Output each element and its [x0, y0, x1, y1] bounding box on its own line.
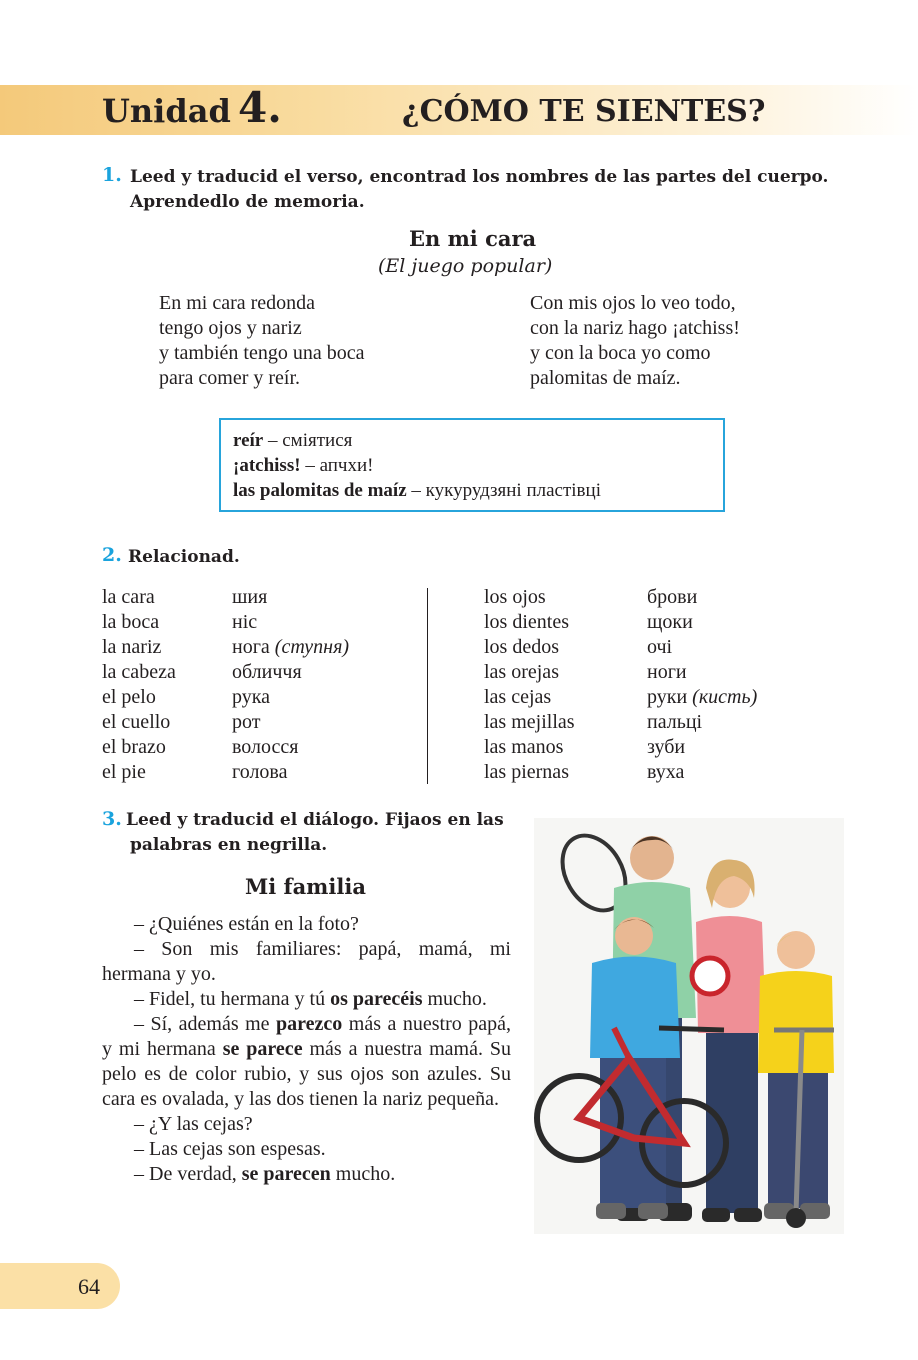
match-item: руки (кисть) [647, 686, 758, 708]
match-item: las mejillas [484, 711, 575, 733]
match-column-ukrainian-1 [232, 585, 349, 785]
match-item: los ojos [484, 586, 546, 608]
match-item: el pelo [102, 686, 156, 708]
dialog-text [102, 912, 511, 1187]
dialog-line: – Las cejas son espesas. [134, 1138, 326, 1160]
vocab-entry: ¡atchiss! – апчхи! [233, 455, 374, 476]
unit-label: Unidad [102, 92, 231, 130]
match-column-spanish-plural [484, 585, 575, 785]
match-item: la boca [102, 611, 160, 633]
exercise-1-instruction-line1: Leed y traducid el verso, encontrad los nombres de las partes del cuerpo. [130, 167, 829, 187]
page-number-tab [0, 1263, 120, 1309]
poem-line: tengo ojos y nariz [159, 317, 302, 339]
match-item: ніс [232, 611, 258, 633]
dialog-line: – Fidel, tu hermana y tú os parecéis mucho. [134, 988, 487, 1010]
poem-line: Con mis ojos lo veo todo, [530, 292, 736, 314]
poem-line: y también tengo una boca [159, 342, 365, 364]
match-column-ukrainian-2 [647, 585, 757, 785]
page-number: 64 [78, 1274, 100, 1299]
dialog-line: – Son mis familiares: papá, mamá, mi hermana y yo. [102, 938, 511, 985]
match-item: el cuello [102, 711, 171, 733]
match-item: очі [647, 636, 673, 658]
match-item: щоки [647, 611, 693, 633]
match-item: вуха [647, 761, 685, 783]
exercise-3-instruction-line1: Leed y traducid el diálogo. Fijaos en las [126, 810, 504, 830]
vocabulary-box [219, 418, 725, 512]
match-item: нога (ступня) [232, 636, 350, 658]
match-column-spanish-singular [102, 585, 176, 785]
poem-line: con la nariz hago ¡atchiss! [530, 317, 740, 339]
match-item: el brazo [102, 736, 166, 758]
poem-line: y con la boca yo como [530, 342, 711, 364]
exercise-2-number: 2. [102, 544, 122, 566]
family-photo-illustration [534, 818, 844, 1234]
poem-line: En mi cara redonda [159, 292, 316, 314]
match-item: рот [232, 711, 261, 733]
match-item: голова [232, 761, 288, 783]
match-item: шия [232, 586, 268, 608]
match-item: las orejas [484, 661, 559, 683]
exercise-3-instruction [126, 808, 504, 858]
exercise-2-instruction: Relacionad. [128, 547, 240, 567]
vocab-entry: reír – сміятися [233, 430, 353, 451]
dialog-title: Mi familia [245, 874, 366, 899]
match-item: рука [232, 686, 271, 708]
column-divider [427, 588, 428, 784]
match-item: el pie [102, 761, 146, 783]
family-photo [534, 818, 844, 1234]
match-item: la cara [102, 586, 155, 608]
dialog-line: – Sí, además me parezco más a nuestro papá, y mi hermana se parece más a nuestra mamá. Su pelo es de color rubio, y sus ojos son azules. Su cara es ovalada, y las dos tienen la nariz pequeña. [102, 1013, 511, 1110]
match-item: la nariz [102, 636, 162, 658]
match-item: las manos [484, 736, 564, 758]
exercise-1-instruction [130, 165, 828, 215]
exercise-1-number: 1. [102, 164, 122, 186]
poem-line: palomitas de maíz. [530, 367, 681, 389]
exercise-1-instruction-line2: Aprendedlo de memoria. [130, 192, 365, 212]
dialog-line: – ¿Quiénes están en la foto? [134, 913, 359, 935]
poem-left-stanza [159, 291, 365, 391]
exercise-3-instruction-line2: palabras en negrilla. [130, 835, 328, 855]
match-item: las piernas [484, 761, 569, 783]
match-item: la cabeza [102, 661, 176, 683]
poem-subtitle: (El juego popular) [378, 255, 553, 277]
match-item: las cejas [484, 686, 552, 708]
match-item: ноги [647, 661, 687, 683]
poem-right-stanza [530, 291, 740, 391]
poem-line: para comer y reír. [159, 367, 301, 389]
dialog-line: – De verdad, se parecen mucho. [134, 1163, 396, 1185]
unit-number: 4. [238, 83, 282, 132]
match-item: волосся [232, 736, 299, 758]
match-item: зуби [647, 736, 686, 758]
match-item: пальці [647, 711, 703, 733]
poem-title: En mi cara [409, 226, 537, 251]
match-item: los dedos [484, 636, 559, 658]
match-item: брови [647, 586, 698, 608]
match-item: обличчя [232, 661, 302, 683]
exercise-3-number: 3. [102, 808, 122, 830]
vocab-entry: las palomitas de maíz – кукурудзяні пластівці [233, 480, 601, 501]
unit-title: ¿CÓMO TE SIENTES? [402, 94, 766, 129]
dialog-line: – ¿Y las cejas? [134, 1113, 253, 1135]
match-item: los dientes [484, 611, 569, 633]
